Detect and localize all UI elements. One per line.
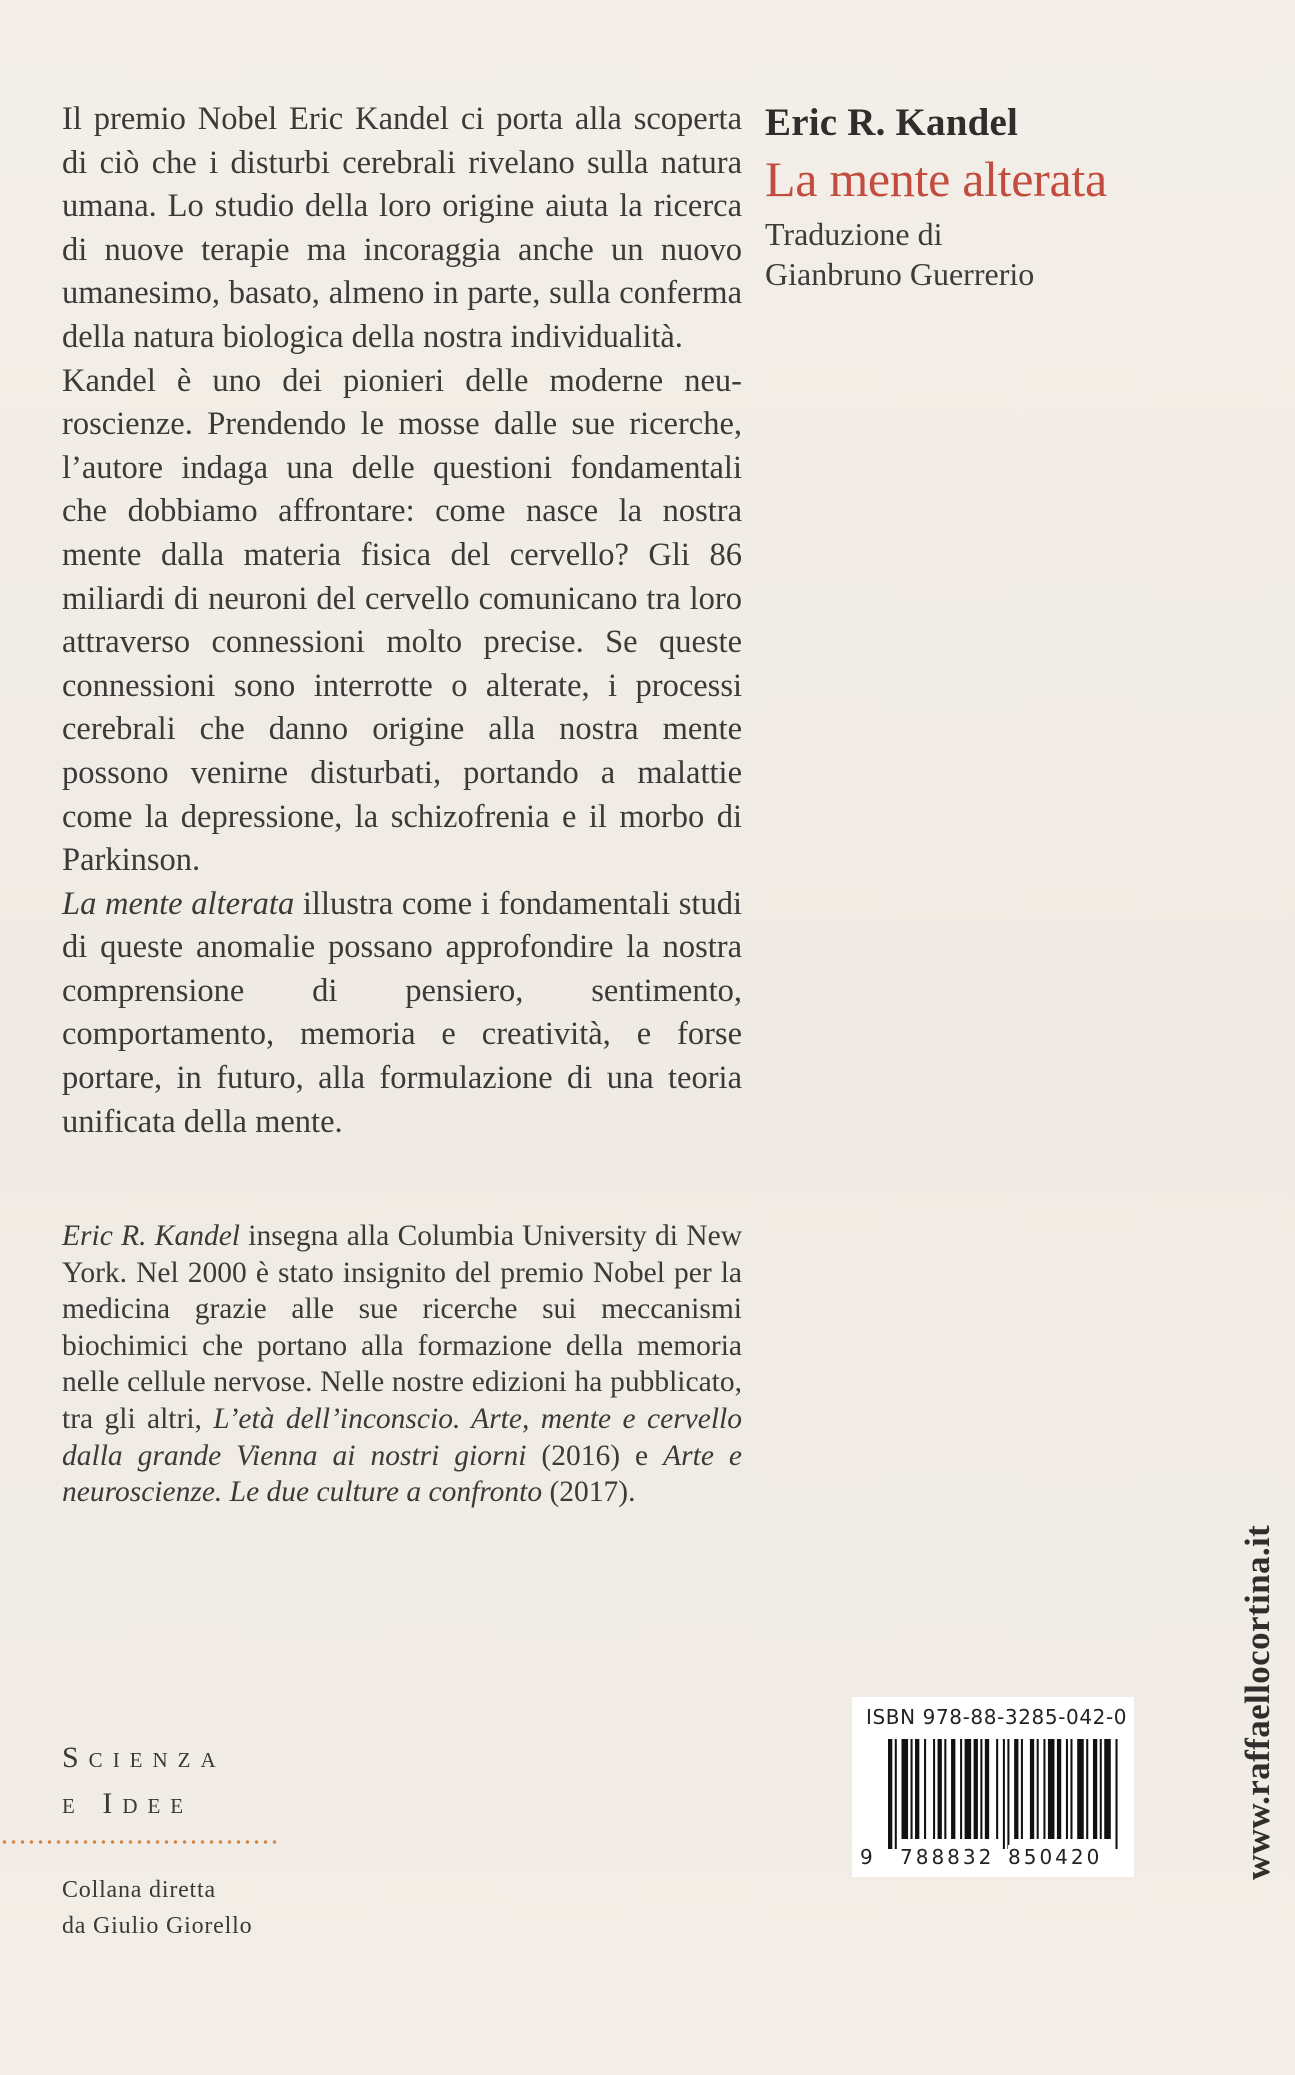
series-name-line-1: Scienza xyxy=(62,1741,226,1774)
barcode-icon xyxy=(888,1739,1120,1849)
blurb-paragraph-3-text: illustra come i fondamentali studi di queste anomalie possano approfondire la nostra comprensione di pensiero, sentimento, comportamento, memoria e creatività, e forse portare, in futuro, alla formulazione di una teoria unificata della mente. xyxy=(62,885,742,1140)
bio-text-1: insegna alla Columbia University di New York. Nel 2000 è stato insignito del premio Nobel per la medicina grazie alle sue ricerche sui meccanismi biochimici che portano alla formazione della memoria nelle cellule nervose. Nelle nostre edizioni ha pubblicato, tra gli altri, xyxy=(62,1220,742,1435)
barcode-bar xyxy=(980,1739,982,1839)
bio-author-name: Eric R. Kandel xyxy=(62,1220,240,1252)
barcode-bar xyxy=(1030,1739,1034,1839)
barcode-bar xyxy=(1003,1739,1005,1849)
bio-book-2: Arte e neuroscienze. Le due culture a confronto xyxy=(62,1439,742,1509)
bio-book-1: L’età dell’inconscio. Arte, mente e cervello dalla grande Vienna ai nostri giorni xyxy=(62,1402,743,1472)
barcode-bar xyxy=(1057,1739,1061,1839)
bio-text-3: (2017). xyxy=(542,1476,636,1509)
barcode-bar xyxy=(888,1739,892,1849)
barcode-bar xyxy=(902,1739,909,1839)
barcode-bar xyxy=(933,1739,935,1839)
book-title: La mente alterata xyxy=(765,151,1107,207)
barcode-bar xyxy=(1077,1739,1084,1839)
barcode-bar xyxy=(996,1739,998,1839)
translator-label: Traduzione di xyxy=(765,216,943,252)
barcode-bar xyxy=(895,1739,897,1849)
barcode-bar xyxy=(1086,1739,1088,1839)
barcode-digit-first: 9 xyxy=(860,1845,873,1869)
barcode-bar xyxy=(1048,1739,1055,1839)
blurb-paragraph-2: Kandel è uno dei pionieri delle moderne neuroscienze. Prendendo le mosse dalle sue ricerche, l’autore indaga una delle questioni fondamentali che dobbiamo affrontare: come nasce la nostra mente dalla materia fisica del cervello? Gli 86 miliardi di neuroni del cervello comunicano tra loro attraverso connessioni molto precise. Se queste connessioni sono interrotte o alterate, i processi cerebrali che danno origine alla nostra mente possono venirne disturbati, portando a malattie come la depressione, la schizofrenia e il morbo di Parkinson. xyxy=(62,362,742,879)
dotted-divider xyxy=(0,1840,280,1844)
series-director-line-2: da Giulio Giorello xyxy=(62,1913,253,1939)
barcode-bar xyxy=(911,1739,913,1839)
barcode-bar xyxy=(1070,1739,1072,1839)
barcode-bar xyxy=(1066,1739,1068,1839)
barcode-bar xyxy=(951,1739,955,1839)
translator-name: Gianbruno Guerrerio xyxy=(765,256,1035,292)
series-name-line-2: e Idee xyxy=(62,1787,194,1820)
barcode-bar xyxy=(944,1739,946,1839)
blurb-book-title: La mente alterata xyxy=(62,885,295,922)
translator-credit xyxy=(765,214,1034,294)
barcode-digits-left: 788832 xyxy=(900,1845,995,1869)
barcode-bar xyxy=(965,1739,972,1839)
barcode-digits-right: 850420 xyxy=(1008,1845,1103,1869)
barcode-label xyxy=(852,1697,1134,1877)
isbn-text: ISBN 978-88-3285-042-0 xyxy=(866,1705,1128,1729)
barcode-bar xyxy=(985,1739,989,1839)
barcode-bar xyxy=(1037,1739,1039,1839)
barcode-bar xyxy=(938,1739,942,1839)
author-name: Eric R. Kandel xyxy=(765,101,1019,144)
barcode-bar xyxy=(974,1739,978,1839)
series-name xyxy=(62,1735,226,1827)
series-director xyxy=(62,1872,252,1944)
blurb-paragraph-3 xyxy=(62,883,742,1145)
barcode-bar xyxy=(924,1739,926,1839)
publisher-website: www.raffaellocortina.it xyxy=(1238,1524,1277,1880)
barcode-bar xyxy=(915,1739,919,1839)
barcode-bar xyxy=(1007,1739,1009,1849)
series-director-line-1: Collana diretta xyxy=(62,1877,216,1903)
blurb-text xyxy=(62,98,742,1144)
barcode-bar xyxy=(1043,1739,1045,1839)
barcode-bar xyxy=(1014,1739,1018,1839)
barcode-bar xyxy=(1116,1739,1118,1849)
barcode-bar xyxy=(960,1739,962,1839)
bio-text-2: (2016) e xyxy=(526,1439,664,1472)
barcode-bar xyxy=(1104,1739,1111,1839)
author-bio xyxy=(62,1218,742,1511)
barcode-bar xyxy=(1021,1739,1023,1839)
barcode-bar xyxy=(1093,1739,1097,1839)
barcode-bar xyxy=(1100,1739,1102,1839)
blurb-paragraph-1: Il premio Nobel Eric Kandel ci porta alla scoperta di ciò che i disturbi cerebrali rivelano sulla natura umana. Lo studio della loro origine aiuta la ricerca di nuove terapie ma incoraggia anche un nuovo umanesimo, basato, almeno in parte, sulla conferma della natura biologica della nostra individualità. xyxy=(62,101,742,355)
author-bio-paragraph xyxy=(62,1218,742,1511)
